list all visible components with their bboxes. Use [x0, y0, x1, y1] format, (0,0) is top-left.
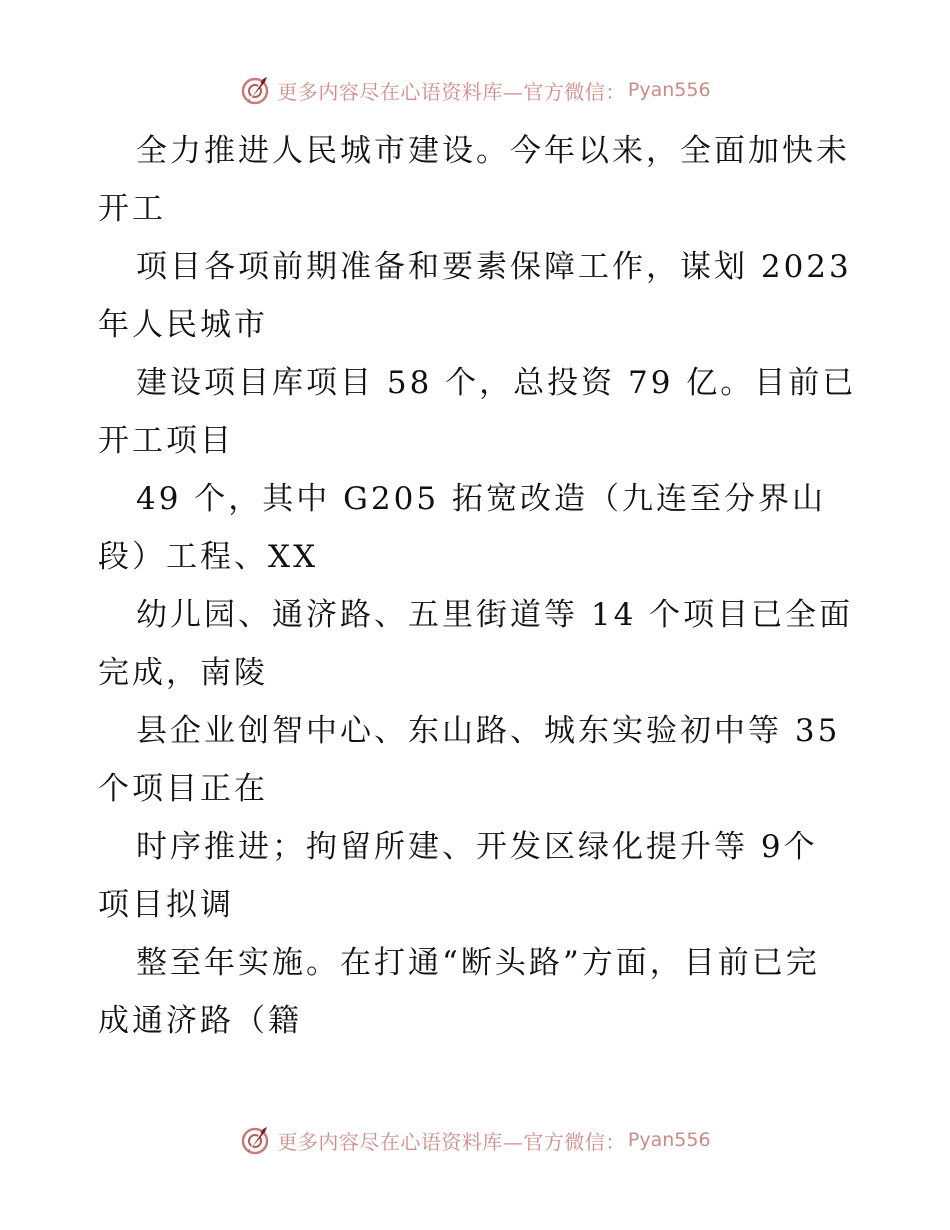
watermark-wechat-id: Pyan556 — [627, 1129, 711, 1151]
watermark-text: 更多内容尽在心语资料库—官方微信： — [277, 79, 626, 104]
quill-logo-icon — [239, 1123, 273, 1157]
paragraph-line: 成通济路（籍 — [98, 1003, 302, 1039]
paragraph-line: 完成，南陵 — [98, 655, 268, 691]
paragraph-line: 开工项目 — [98, 423, 234, 459]
paragraph-line: 年人民城市 — [98, 307, 268, 343]
header-watermark — [0, 70, 950, 110]
paragraph-line: 49 个，其中 G205 拓宽改造（九连至分界山 — [136, 481, 826, 517]
paragraph-line: 建设项目库项目 58 个，总投资 79 亿。目前已 — [136, 365, 857, 401]
watermark-wechat-id: Pyan556 — [627, 79, 711, 101]
paragraph-line: 段）工程、XX — [98, 539, 319, 575]
quill-logo-icon — [239, 73, 273, 107]
paragraph-line: 幼儿园、通济路、五里街道等 14 个项目已全面 — [136, 597, 854, 633]
paragraph-line: 项目拟调 — [98, 887, 234, 923]
paragraph-line: 个项目正在 — [98, 771, 268, 807]
paragraph-line: 项目各项前期准备和要素保障工作，谋划 2023 — [136, 249, 852, 285]
paragraph-line: 整至年实施。在打通“断头路”方面，目前已完 — [136, 945, 820, 981]
paragraph-line: 县企业创智中心、东山路、城东实验初中等 35 — [136, 713, 841, 749]
document-body — [98, 122, 858, 1050]
paragraph-line: 全力推进人民城市建设。今年以来，全面加快未 — [136, 133, 850, 169]
footer-watermark — [0, 1120, 950, 1160]
paragraph-line: 时序推进；拘留所建、开发区绿化提升等 9个 — [136, 829, 818, 865]
watermark-text: 更多内容尽在心语资料库—官方微信： — [277, 1129, 626, 1154]
paragraph-line: 开工 — [98, 191, 166, 227]
